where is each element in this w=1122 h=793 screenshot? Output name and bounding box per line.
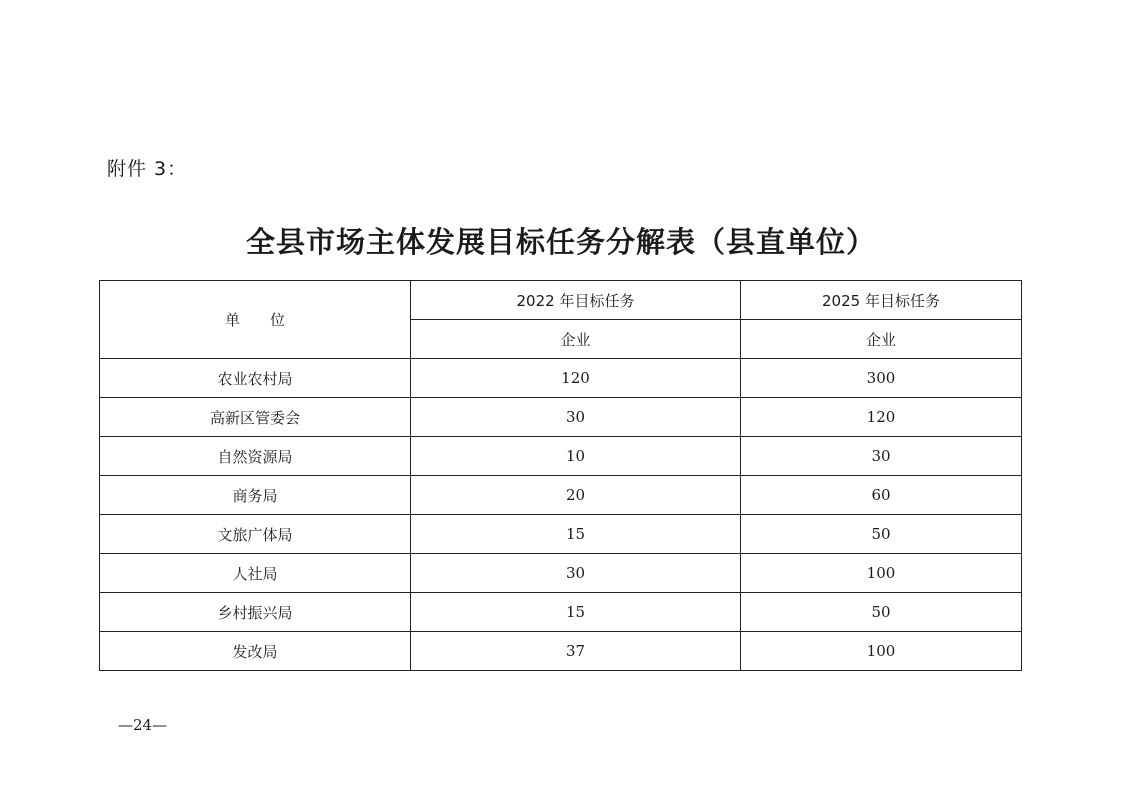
row-unit: 高新区管委会 [100,398,411,437]
row-2025-value: 50 [741,593,1022,632]
row-2025-value: 120 [741,398,1022,437]
table-row [100,476,1022,515]
table-row [100,359,1022,398]
subheader-2022-enterprise: 企业 [411,320,741,359]
row-unit: 自然资源局 [100,437,411,476]
document-title: 全县市场主体发展目标任务分解表（县直单位） [245,225,876,259]
row-unit: 乡村振兴局 [100,593,411,632]
table-row [100,515,1022,554]
row-2025-value: 100 [741,632,1022,671]
row-2022-value: 20 [411,476,741,515]
page-number: —24— [118,716,168,734]
row-2025-value: 300 [741,359,1022,398]
row-2022-value: 15 [411,515,741,554]
table-row [100,398,1022,437]
row-2022-value: 15 [411,593,741,632]
table-row [100,554,1022,593]
table-row [100,593,1022,632]
header-unit: 单位 [100,281,411,359]
row-unit: 农业农村局 [100,359,411,398]
row-2022-value: 37 [411,632,741,671]
row-2025-value: 100 [741,554,1022,593]
row-2025-value: 30 [741,437,1022,476]
row-2022-value: 10 [411,437,741,476]
row-2025-value: 50 [741,515,1022,554]
task-breakdown-table [99,280,1022,671]
row-2022-value: 30 [411,398,741,437]
header-2022-target: 2022 年目标任务 [411,281,741,320]
header-2025-target: 2025 年目标任务 [741,281,1022,320]
row-unit: 人社局 [100,554,411,593]
row-unit: 商务局 [100,476,411,515]
attachment-label: 附件 3： [107,158,188,180]
table-header-row [100,281,1022,320]
table-row [100,632,1022,671]
row-2022-value: 120 [411,359,741,398]
subheader-2025-enterprise: 企业 [741,320,1022,359]
row-unit: 文旅广体局 [100,515,411,554]
row-2022-value: 30 [411,554,741,593]
row-unit: 发改局 [100,632,411,671]
table-row [100,437,1022,476]
row-2025-value: 60 [741,476,1022,515]
